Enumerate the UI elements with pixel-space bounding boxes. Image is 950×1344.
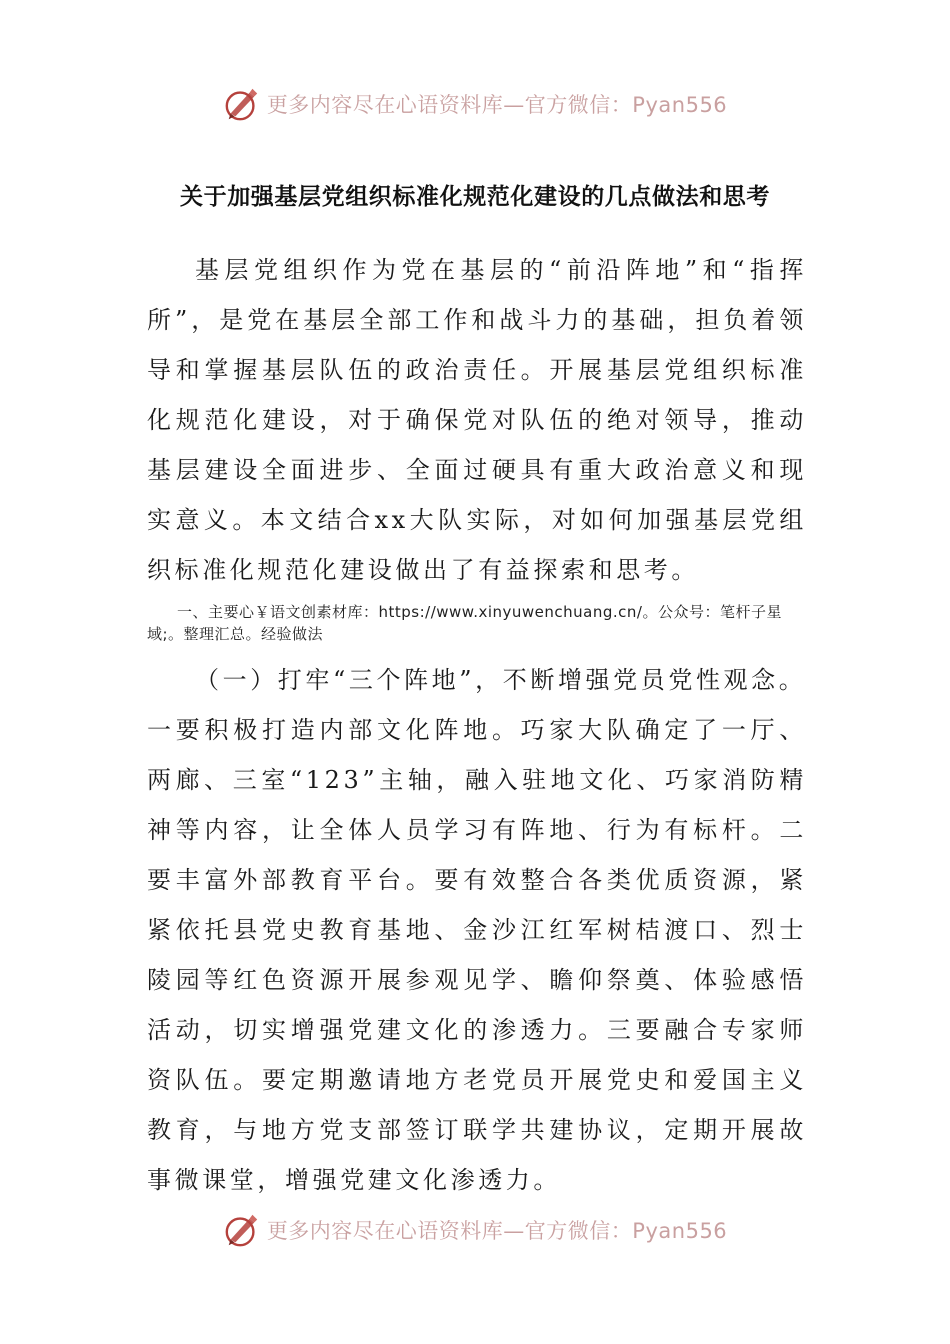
header-banner-text: 更多内容尽在心语资料库—官方微信：Pyan556 [266,93,728,117]
header-banner [0,84,950,124]
footer-banner [0,1210,950,1250]
section-heading-note: 一、主要心￥语文创素材库：https://www.xinyuwenchuang.cn/。公众号：笔杆子星域;。整理汇总。经验做法 [147,603,782,643]
document-title: 关于加强基层党组织标准化规范化建设的几点做法和思考 [180,183,770,210]
pen-logo-icon [223,1211,261,1249]
document-body [147,245,807,1205]
intro-paragraph: 基层党组织作为党在基层的“前沿阵地”和“指挥所”，是党在基层全部工作和战斗力的基础，担负着领导和掌握基层队伍的政治责任。开展基层党组织标准化规范化建设，对于确保党对队伍的绝对领导，推动基层建设全面进步、全面过硬具有重大政治意义和现实意义。本文结合xx大队实际，对如何加强基层党组织标准化规范化建设做出了有益探索和思考。 [147,256,807,584]
subsection-heading: （一）打牢“三个阵地”，不断增强党员党性观念。 [195,666,807,694]
body-paragraph: 一要积极打造内部文化阵地。巧家大队确定了一厅、两廊、三室“123”主轴，融入驻地文化、巧家消防精神等内容，让全体人员学习有阵地、行为有标杆。二要丰富外部教育平台。要有效整合各类优质资源，紧紧依托县党史教育基地、金沙江红军树桔渡口、烈士陵园等红色资源开展参观见学、瞻仰祭奠、体验感悟活动，切实增强党建文化的渗透力。三要融合专家师资队伍。要定期邀请地方老党员开展党史和爱国主义教育，与地方党支部签订联学共建协议，定期开展故事微课堂，增强党建文化渗透力。 [147,716,807,1194]
footer-banner-text: 更多内容尽在心语资料库—官方微信：Pyan556 [266,1219,728,1243]
pen-logo-icon [223,85,261,123]
